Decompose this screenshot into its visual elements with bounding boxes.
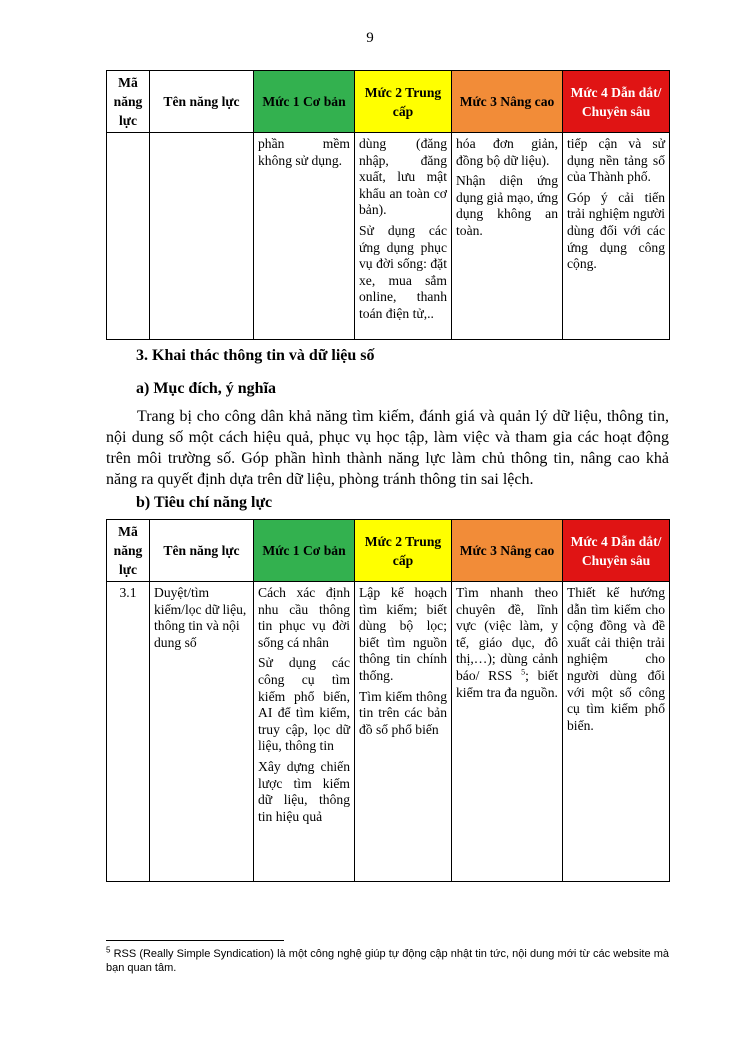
- cell-name: [150, 133, 254, 340]
- cell-level-3: [452, 133, 563, 340]
- cell-level-1: [254, 133, 355, 340]
- cell-text: phần mềm không sử dụng.: [258, 136, 350, 168]
- cell-text: Thiết kế hướng dẫn tìm kiếm cho cộng đồng và đề xuất cải thiện trải nghiệm cho người dùng đối với một số công cụ tìm kiếm phổ biến.: [567, 585, 665, 733]
- cell-text: Góp ý cải tiến trải nghiệm người dùng đối với các ứng dụng công cộng.: [567, 189, 665, 272]
- subsection-purpose: a) Mục đích, ý nghĩa: [136, 380, 277, 397]
- cell-text: Cách xác định nhu cầu thông tin phục vụ đời sống cá nhân: [258, 585, 350, 650]
- footnote-ref: 5: [521, 667, 526, 677]
- table-header-row: [107, 520, 670, 582]
- cell-text: Sử dụng các công cụ tìm kiếm phổ biến, AI để tìm kiếm, truy cập, lọc dữ liệu, thông tin: [258, 655, 350, 754]
- cell-level-3: [452, 582, 563, 882]
- cell-name: Duyệt/tìm kiếm/lọc dữ liệu, thông tin và nội dung số: [150, 582, 254, 882]
- cell-text: dùng (đăng nhập, đăng xuất, lưu mật khẩu an toàn cơ bản).: [359, 136, 447, 218]
- cell-text: hóa đơn giản, đồng bộ dữ liệu).: [456, 136, 558, 168]
- cell-text: Nhận diện ứng dụng giả mạo, ứng dụng không an toàn.: [456, 173, 558, 238]
- table-header-row: [107, 71, 670, 133]
- header-level-3: Mức 3 Nâng cao: [452, 71, 563, 133]
- header-level-1: Mức 1 Cơ bản: [254, 520, 355, 582]
- header-code: Mã năng lực: [107, 71, 150, 133]
- footnote: [106, 947, 669, 975]
- header-level-2: Mức 2 Trung cấp: [355, 520, 452, 582]
- header-level-4: Mức 4 Dẫn dắt/ Chuyên sâu: [563, 520, 670, 582]
- cell-level-1: [254, 582, 355, 882]
- cell-text: Lập kế hoạch tìm kiếm; biết dùng bộ lọc; biết tìm nguồn thông tin chính thống.: [359, 585, 447, 683]
- cell-level-4: [563, 582, 670, 882]
- cell-text: Xây dựng chiến lược tìm kiếm dữ liệu, thông tin hiệu quả: [258, 758, 350, 824]
- subsection-criteria: b) Tiêu chí năng lực: [136, 494, 273, 511]
- header-name: Tên năng lực: [150, 520, 254, 582]
- cell-text: Sử dụng các ứng dụng phục vụ đời sống: đặt xe, mua sắm online, thanh toán điện tử,..: [359, 222, 447, 321]
- section-title: 3. Khai thác thông tin và dữ liệu số: [136, 347, 375, 364]
- header-name: Tên năng lực: [150, 71, 254, 133]
- cell-text: tiếp cận và sử dụng nền tảng số của Thành phố.: [567, 136, 665, 185]
- header-level-4: Mức 4 Dẫn dắt/ Chuyên sâu: [563, 71, 670, 133]
- footnote-divider: [106, 940, 284, 941]
- header-level-1: Mức 1 Cơ bản: [254, 71, 355, 133]
- cell-text: [456, 585, 558, 701]
- header-code: Mã năng lực: [107, 520, 150, 582]
- competency-criteria-table: [106, 519, 670, 882]
- cell-text-part: ; biết kiểm tra đa nguồn.: [456, 667, 558, 700]
- footnote-text: RSS (Really Simple Syndication) là một công nghệ giúp tự động cập nhật tin tức, nội dung mới từ các website mà bạn quan tâm.: [106, 948, 669, 974]
- table-row: [107, 133, 670, 340]
- header-level-3: Mức 3 Nâng cao: [452, 520, 563, 582]
- purpose-paragraph: Trang bị cho công dân khả năng tìm kiếm, đánh giá và quản lý dữ liệu, thông tin, nội dung số một cách hiệu quả, phục vụ học tập, làm việc và tham gia các hoạt động trên môi trường số. Góp phần hình thành năng lực làm chủ thông tin, nâng cao khả năng ra quyết định dựa trên dữ liệu, phòng tránh thông tin sai lệch.: [106, 408, 669, 488]
- cell-level-2: [355, 133, 452, 340]
- competency-table-continued: [106, 70, 670, 340]
- header-level-2: Mức 2 Trung cấp: [355, 71, 452, 133]
- cell-text: Tìm kiếm thông tin trên các bản đồ số phổ biến: [359, 688, 447, 737]
- table-row: [107, 582, 670, 882]
- cell-text-part: Tìm nhanh theo chuyên đề, lĩnh vực (việc làm, y tế, giáo dục, đô thị,…); dùng cảnh báo/ RSS: [456, 585, 558, 683]
- cell-code: 3.1: [107, 582, 150, 882]
- cell-code: [107, 133, 150, 340]
- cell-level-2: [355, 582, 452, 882]
- cell-level-4: [563, 133, 670, 340]
- page-number: 9: [366, 30, 374, 46]
- footnote-number: 5: [106, 945, 111, 955]
